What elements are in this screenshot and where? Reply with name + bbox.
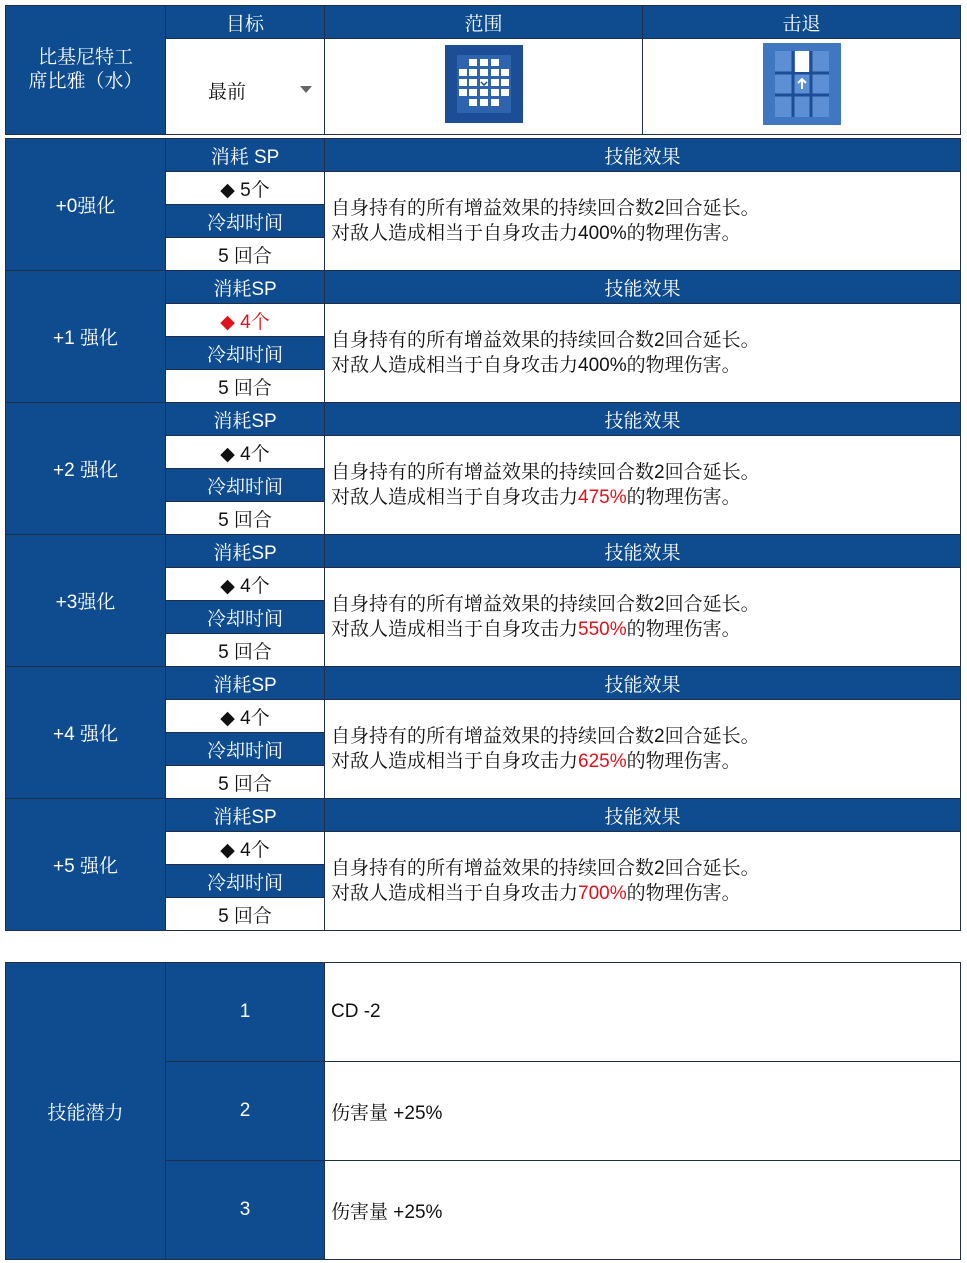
sp-cost-value: ◆ 4个 [166, 304, 325, 337]
damage-percent: 700% [578, 883, 627, 904]
sp-cost-header: 消耗SP [166, 403, 325, 436]
effect-line-2-suffix: 的物理伤害。 [626, 751, 741, 772]
skill-effect-header: 技能效果 [325, 535, 961, 568]
damage-percent: 550% [578, 619, 627, 640]
range-header: 范围 [325, 6, 643, 39]
level-label: +0强化 [6, 139, 166, 271]
effect-line-2-suffix: 的物理伤害。 [626, 487, 741, 508]
cooldown-value: 5 回合 [166, 238, 325, 271]
skill-effect-text [325, 700, 961, 799]
damage-percent: 400% [578, 223, 627, 244]
effect-line-1: 自身持有的所有增益效果的持续回合数2回合延长。 [331, 594, 760, 615]
damage-percent: 475% [578, 487, 627, 508]
chevron-down-icon[interactable] [300, 86, 312, 93]
effect-line-1: 自身持有的所有增益效果的持续回合数2回合延长。 [331, 198, 760, 219]
knockback-header: 击退 [643, 6, 961, 39]
effect-line-2-prefix: 对敌人造成相当于自身攻击力 [331, 619, 579, 640]
level-label: +3强化 [6, 535, 166, 667]
effect-line-2-suffix: 的物理伤害。 [626, 355, 741, 376]
level-label: +2 强化 [6, 403, 166, 535]
sp-cost-header: 消耗 SP [166, 139, 325, 172]
cooldown-header: 冷却时间 [166, 733, 325, 766]
cooldown-header: 冷却时间 [166, 337, 325, 370]
potential-table [5, 962, 961, 1260]
damage-percent: 400% [578, 355, 627, 376]
skill-effect-header: 技能效果 [325, 667, 961, 700]
cooldown-header: 冷却时间 [166, 205, 325, 238]
effect-line-2-suffix: 的物理伤害。 [626, 883, 741, 904]
skill-effect-header: 技能效果 [325, 403, 961, 436]
target-value: 最前 [208, 82, 247, 103]
sp-cost-value: ◆ 5个 [166, 172, 325, 205]
sp-cost-value: ◆ 4个 [166, 832, 325, 865]
effect-line-2-prefix: 对敌人造成相当于自身攻击力 [331, 883, 579, 904]
sp-cost-value: ◆ 4个 [166, 700, 325, 733]
effect-line-2-prefix: 对敌人造成相当于自身攻击力 [331, 487, 579, 508]
cooldown-value: 5 回合 [166, 370, 325, 403]
sp-cost-header: 消耗SP [166, 799, 325, 832]
skill-effect-text [325, 568, 961, 667]
potential-text-1: CD -2 [325, 963, 961, 1062]
potential-num-1: 1 [166, 963, 325, 1062]
level-label: +1 强化 [6, 271, 166, 403]
skill-effect-text [325, 304, 961, 403]
skill-effect-text [325, 832, 961, 931]
cooldown-value: 5 回合 [166, 766, 325, 799]
character-name-cell [6, 6, 166, 135]
effect-line-1: 自身持有的所有增益效果的持续回合数2回合延长。 [331, 726, 760, 747]
sp-cost-header: 消耗SP [166, 667, 325, 700]
skill-effect-text [325, 436, 961, 535]
cooldown-header: 冷却时间 [166, 469, 325, 502]
sp-cost-header: 消耗SP [166, 535, 325, 568]
knockback-grid-icon [763, 43, 841, 125]
potential-label: 技能潜力 [6, 963, 166, 1260]
target-header: 目标 [166, 6, 325, 39]
effect-line-2 [331, 353, 960, 378]
potential-text-3: 伤害量 +25% [325, 1161, 961, 1260]
effect-line-1: 自身持有的所有增益效果的持续回合数2回合延长。 [331, 462, 760, 483]
character-name-line2: 席比雅（水） [28, 71, 143, 92]
sp-cost-value: ◆ 4个 [166, 436, 325, 469]
levels-table [5, 138, 961, 931]
cooldown-header: 冷却时间 [166, 601, 325, 634]
effect-line-1: 自身持有的所有增益效果的持续回合数2回合延长。 [331, 858, 760, 879]
effect-line-2-prefix: 对敌人造成相当于自身攻击力 [331, 223, 579, 244]
effect-line-2 [331, 221, 960, 246]
effect-line-2 [331, 485, 960, 510]
sp-cost-header: 消耗SP [166, 271, 325, 304]
effect-line-1: 自身持有的所有增益效果的持续回合数2回合延长。 [331, 330, 760, 351]
character-name-line1: 比基尼特工 [37, 47, 133, 68]
sp-cost-value: ◆ 4个 [166, 568, 325, 601]
effect-line-2 [331, 881, 960, 906]
level-label: +5 强化 [6, 799, 166, 931]
range-cell [325, 39, 643, 135]
effect-line-2-suffix: 的物理伤害。 [626, 619, 741, 640]
effect-line-2-prefix: 对敌人造成相当于自身攻击力 [331, 355, 579, 376]
skill-effect-header: 技能效果 [325, 799, 961, 832]
range-grid-icon [445, 45, 523, 123]
cooldown-value: 5 回合 [166, 502, 325, 535]
effect-line-2 [331, 617, 960, 642]
potential-num-3: 3 [166, 1161, 325, 1260]
effect-line-2-prefix: 对敌人造成相当于自身攻击力 [331, 751, 579, 772]
potential-num-2: 2 [166, 1062, 325, 1161]
skill-table [5, 5, 961, 135]
effect-line-2-suffix: 的物理伤害。 [626, 223, 741, 244]
skill-effect-header: 技能效果 [325, 271, 961, 304]
target-dropdown[interactable] [166, 39, 325, 135]
cooldown-value: 5 回合 [166, 634, 325, 667]
damage-percent: 625% [578, 751, 627, 772]
effect-line-2 [331, 749, 960, 774]
skill-effect-header: 技能效果 [325, 139, 961, 172]
knockback-cell [643, 39, 961, 135]
cooldown-value: 5 回合 [166, 898, 325, 931]
skill-effect-text [325, 172, 961, 271]
cooldown-header: 冷却时间 [166, 865, 325, 898]
potential-text-2: 伤害量 +25% [325, 1062, 961, 1161]
level-label: +4 强化 [6, 667, 166, 799]
